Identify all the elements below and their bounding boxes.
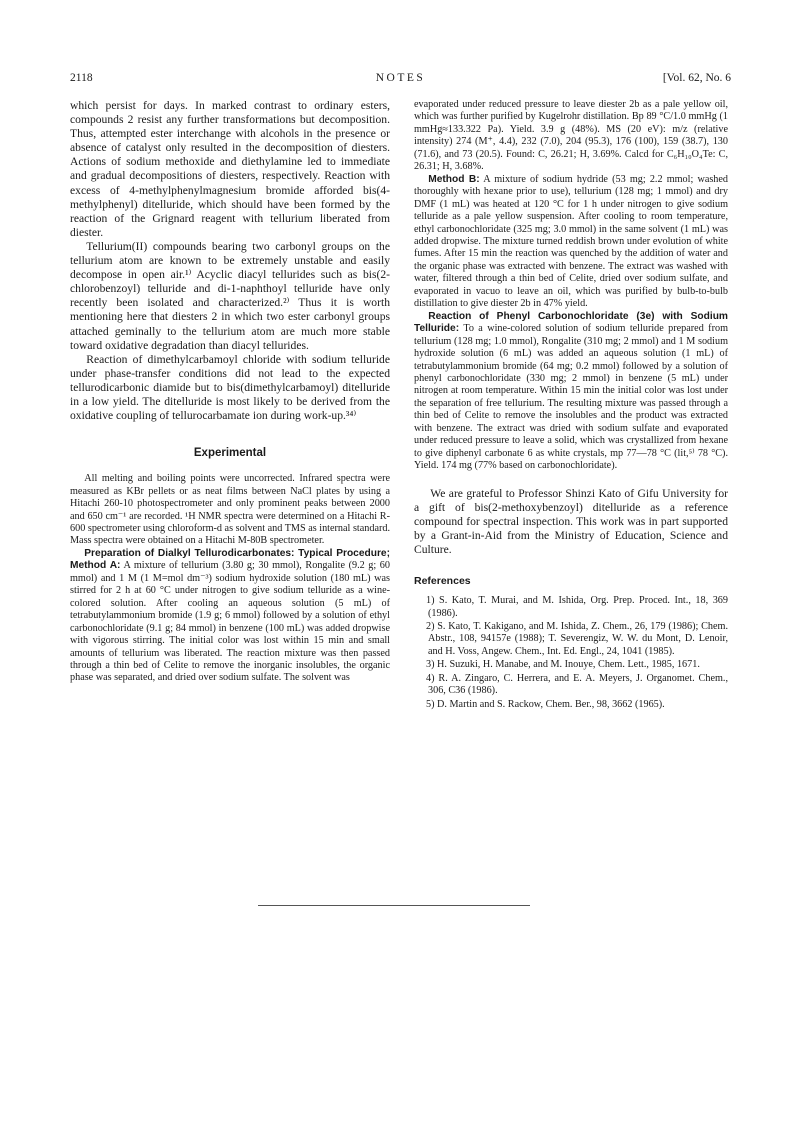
- reference-list: [414, 595, 728, 711]
- page-number: 2118: [70, 72, 93, 84]
- page-header: [70, 72, 731, 88]
- method-a-heading: Preparation of Dialkyl Tellurodicarbonates: Typical Procedure; Method A:: [70, 547, 390, 572]
- reference-item: 5) D. Martin and S. Rackow, Chem. Ber., 98, 3662 (1965).: [426, 698, 665, 710]
- method-b-heading: Method B:: [428, 173, 480, 185]
- reaction-heading: Reaction of Phenyl Carbonochloridate (3e) with Sodium Telluride:: [414, 310, 728, 335]
- left-paragraph-3: Reaction of dimethylcarbamoyl chloride with sodium telluride under phase-transfer conditions did not lead to the expected tellurodicarbonic diamide but to bis(dimethylcarbamoyl) ditelluride in a low yield. The ditelluride is most likely to be derived from the oxidative coupling of tellurocarbamate ion during work-up.³⁴⁾: [70, 352, 390, 423]
- reference-item: 2) S. Kato, T. Kakigano, and M. Ishida, Z. Chem., 26, 179 (1986); Chem. Abstr., 108, 94157e (1988); T. Severengiz, W. W. du Mont, D. Lenoir, and H. Voss, Angew. Chem., Int. Ed. Engl., 24, 1041 (1985).: [426, 620, 728, 657]
- reference-item: 3) H. Suzuki, H. Manabe, and M. Inouye, Chem. Lett., 1985, 1671.: [426, 659, 700, 671]
- left-paragraph-1: which persist for days. In marked contrast to ordinary esters, compounds 2 resist any further transformations but decomposition. Thus, attempted ester interchange with alcohols in the presence or absence of catalyst only resulted in the decomposition of diesters. Actions of sodium methoxide and diethylamine led to immediate and gradual decompositions of diesters, respectively. Reaction with excess of 4-methylphenylmagnesium bromide afforded bis(4-methylphenyl) ditelluride, which should have been formed by the reaction of the Grignard reagent with tellurium liberated from diester.: [70, 99, 390, 239]
- section-title: NOTES: [375, 72, 426, 84]
- method-a-paragraph: [70, 548, 390, 685]
- method-b-text: A mixture of sodium hydride (53 mg; 2.2 mmol; washed thoroughly with hexane prior to use), tellurium (128 mg; 1 mmol) and dry DMF (1 mL) was heated at 120 °C for 1 h under nitrogen to give sodium telluride as a pale yellow suspension. After cooling to room temperature, ethyl carbonochloridate (325 mg; 3.0 mmol) in the same solvent (1 mL) was added dropwise. The mixture turned reddish brown under evolution of white fumes. After 15 min the reaction was quenched by the addition of water and the organic phase was extracted with benzene. The extract was washed with water, filtered through a thin bed of Celite, dried over sodium sulfate, and evaporated in vacuo to leave an oil, which was purified by bulb-to-bulb distillation to give diester 2b in 47% yield.: [414, 173, 729, 310]
- left-column: [70, 99, 390, 685]
- acknowledgement: We are grateful to Professor Shinzi Kato of Gifu University for a gift of bis(2-methoxybenzoyl) ditelluride as a reference compound for spectral inspection. This work was in part supported by a Grant-in-Aid from the Ministry of Education, Science and Culture.: [414, 486, 728, 556]
- left-paragraph-2: Tellurium(II) compounds bearing two carbonyl groups on the tellurium atom are known to be extremely unstable and easily decompose in open air.¹⁾ Acyclic diacyl tellurides such as bis(2-chlorobenzoyl) telluride and di-1-naphthoyl telluride have only recently been isolated and characterized.²⁾ Thus it is worth mentioning here that diesters 2 in which two ester carbonyl groups attached geminally to the tellurium atom are much more stable toward oxidative degradation than diacyl tellurides.: [70, 239, 390, 352]
- reaction-text: To a wine-colored solution of sodium telluride prepared from tellurium (128 mg; 1.0 mmol), Rongalite (310 mg; 2 mmol) and 1 M sodium hydroxide solution (6 mL) was added an aqueous solution (1 mL) of tetrabutylammonium bromide (64 mg; 0.2 mmol) followed by a solution of phenyl carbonochloridate (330 mg; 2 mmol) in benzene (5 mL) under nitrogen at room temperature. Within 15 min the initial color was lost under the separation of free tellurium. The resulting mixture was passed through a thin bed of Celite to remove the insolubles and the product was extracted with benzene. The extract was dried with sodium sulfate and evaporated under reduced pressure to leave a solid, which was crystallized from hexane to give diphenyl carbonate 6 as white crystals, mp 77—78 °C (lit,⁵⁾ 78 °C). Yield. 174 mg (77% based on carbonochloridate).: [414, 323, 728, 472]
- experimental-heading: Experimental: [193, 447, 267, 460]
- experimental-general-paragraph: All melting and boiling points were uncorrected. Infrared spectra were measured as KBr pellets or as neat films between NaCl plates by using a Hitachi 260-10 photospectrometer and only prominent peaks between 2000 and 650 cm⁻¹ are recorded. ¹H NMR spectra were determined on a Hitachi R-600 spectrometer using chloroform-d as solvent and TMS as internal standard. Mass spectra were obtained on a Hitachi M-80B spectrometer.: [70, 473, 390, 547]
- volume-info: [Vol. 62, No. 6: [662, 72, 731, 84]
- reference-item: 4) R. A. Zingaro, C. Herrera, and E. A. Meyers, J. Organomet. Chem., 306, C36 (1986).: [426, 672, 728, 697]
- reference-item: 1) S. Kato, T. Murai, and M. Ishida, Org. Prep. Proced. Int., 18, 369 (1986).: [426, 595, 728, 619]
- end-rule: [258, 905, 530, 906]
- references-heading: References: [414, 575, 471, 588]
- method-a-text: A mixture of tellurium (3.80 g; 30 mmol), Rongalite (9.2 g; 60 mmol) and 1 M (1 M=mol dm⁻³) sodium hydroxide solution (180 mL) was stirred for 2 h at 60 °C under nitrogen to give sodium telluride as a wine-colored solution. After cooling an aqueous solution (5 mL) of tetrabutylammonium bromide (1.9 g; 6 mmol) followed by a solution of ethyl carbonochloridate (9.1 g; 84 mmol) in benzene (100 mL) was added dropwise with vigorous stirring. The initial color was lost within 15 min and small amounts of tellurium was liberated. The reaction mixture was then passed through a thin bed of Celite to remove the inorganic insolubles, the organic phase was separated, and dried over sodium sulfate. The solvent was: [70, 560, 390, 684]
- right-paragraph-1: evaporated under reduced pressure to leave diester 2b as a pale yellow oil, which was further purified by Kugelrohr distillation. Bp 89 °C/1.0 mmHg (1 mmHg≈133.322 Pa). Yield. 3.9 g (48%). MS (20 eV): m/z (relative intensity) 274 (M⁺, 4.4), 232 (7.0), 204 (95.3), 176 (100), 159 (38.7), 130 (71.6), and 73 (20.5). Found: C, 26.21; H, 3.69%. Calcd for C₆H₁₀O₄Te: C, 26.31; H, 3.68%.: [414, 99, 728, 173]
- right-column: [414, 99, 728, 711]
- reaction-paragraph: [414, 311, 728, 473]
- method-b-paragraph: [414, 174, 728, 311]
